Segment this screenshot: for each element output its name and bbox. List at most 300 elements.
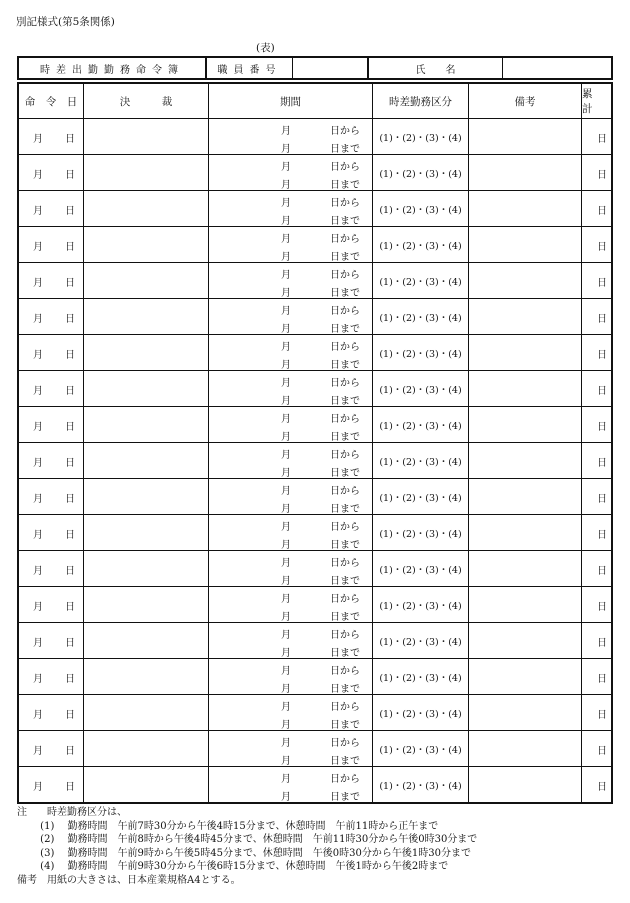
order-month-label: 月 (33, 674, 43, 685)
period-to-day-label: 日まで (330, 576, 360, 587)
period-to-day-label: 日まで (330, 324, 360, 335)
register-title: 時差出勤勤務命令簿 (19, 58, 207, 78)
category-cell[interactable] (373, 767, 469, 803)
remarks-cell[interactable] (469, 299, 582, 334)
remarks-cell[interactable] (469, 119, 582, 154)
period-cell[interactable] (209, 587, 373, 622)
period-from-line (209, 767, 372, 785)
table-row (19, 587, 611, 623)
order-date-cell[interactable] (19, 191, 84, 226)
category-cell[interactable] (373, 299, 469, 334)
category-options: (1)・(2)・(3)・(4) (379, 277, 462, 288)
col-header-remarks: 備考 (469, 84, 582, 118)
remarks-cell[interactable] (469, 443, 582, 478)
order-day-label: 日 (65, 386, 75, 397)
period-to-month-label: 月 (281, 540, 291, 551)
period-to-day-label: 日まで (330, 720, 360, 731)
period-to-line (209, 353, 372, 371)
category-cell[interactable] (373, 659, 469, 694)
category-options: (1)・(2)・(3)・(4) (379, 637, 462, 648)
category-options: (1)・(2)・(3)・(4) (379, 565, 462, 576)
total-cell[interactable] (582, 659, 611, 694)
category-options: (1)・(2)・(3)・(4) (379, 133, 462, 144)
table-row (19, 407, 611, 443)
category-options: (1)・(2)・(3)・(4) (379, 313, 462, 324)
employee-number-field[interactable] (293, 58, 369, 78)
total-day-label: 日 (597, 746, 607, 757)
period-from-day-label: 日から (330, 450, 360, 461)
decision-cell[interactable] (84, 155, 209, 190)
decision-cell[interactable] (84, 371, 209, 406)
order-month-label: 月 (33, 566, 43, 577)
note-line: 備考 用紙の大きさは、日本産業規格A4とする。 (17, 874, 241, 886)
order-day-label: 日 (65, 602, 75, 613)
period-to-day-label: 日まで (330, 648, 360, 659)
order-day-label: 日 (65, 782, 75, 793)
table-row (19, 731, 611, 767)
note-line: (3) 勤務時間 午前9時から午後5時45分まで、休憩時間 午後0時30分から午後1時30分まで (17, 847, 471, 859)
total-cell[interactable] (582, 299, 611, 334)
period-to-line (209, 569, 372, 587)
period-from-month-label: 月 (281, 666, 291, 677)
remarks-cell[interactable] (469, 263, 582, 298)
period-cell[interactable] (209, 731, 373, 766)
category-cell[interactable] (373, 443, 469, 478)
col-header-order-date: 命 令 日 (19, 84, 84, 118)
period-from-line (209, 119, 372, 137)
total-cell[interactable] (582, 479, 611, 514)
remarks-cell[interactable] (469, 587, 582, 622)
employee-number-label: 職員番号 (207, 58, 293, 78)
order-table (17, 82, 613, 804)
period-to-day-label: 日まで (330, 792, 360, 803)
period-to-day-label: 日まで (330, 684, 360, 695)
remarks-cell[interactable] (469, 191, 582, 226)
table-row (19, 623, 611, 659)
period-from-month-label: 月 (281, 270, 291, 281)
period-to-line (209, 785, 372, 803)
period-from-month-label: 月 (281, 378, 291, 389)
note-line: (1) 勤務時間 午前7時30分から午後4時15分まで、休憩時間 午前11時から正午まで (17, 820, 439, 832)
period-to-day-label: 日まで (330, 144, 360, 155)
total-cell[interactable] (582, 227, 611, 262)
decision-cell[interactable] (84, 119, 209, 154)
order-month-label: 月 (33, 422, 43, 433)
total-day-label: 日 (597, 602, 607, 613)
order-date-cell[interactable] (19, 443, 84, 478)
order-date-cell[interactable] (19, 119, 84, 154)
decision-cell[interactable] (84, 623, 209, 658)
total-cell[interactable] (582, 695, 611, 730)
period-from-month-label: 月 (281, 234, 291, 245)
period-to-month-label: 月 (281, 288, 291, 299)
period-from-day-label: 日から (330, 306, 360, 317)
period-to-month-label: 月 (281, 144, 291, 155)
order-date-cell[interactable] (19, 623, 84, 658)
total-day-label: 日 (597, 782, 607, 793)
period-to-month-label: 月 (281, 648, 291, 659)
category-options: (1)・(2)・(3)・(4) (379, 601, 462, 612)
remarks-cell[interactable] (469, 695, 582, 730)
period-to-day-label: 日まで (330, 216, 360, 227)
category-options: (1)・(2)・(3)・(4) (379, 457, 462, 468)
decision-cell[interactable] (84, 731, 209, 766)
total-day-label: 日 (597, 566, 607, 577)
order-month-label: 月 (33, 242, 43, 253)
total-day-label: 日 (597, 710, 607, 721)
period-to-day-label: 日まで (330, 756, 360, 767)
period-to-month-label: 月 (281, 180, 291, 191)
period-from-day-label: 日から (330, 702, 360, 713)
category-options: (1)・(2)・(3)・(4) (379, 745, 462, 756)
period-cell[interactable] (209, 515, 373, 550)
decision-cell[interactable] (84, 479, 209, 514)
order-date-cell[interactable] (19, 479, 84, 514)
total-cell[interactable] (582, 731, 611, 766)
decision-cell[interactable] (84, 551, 209, 586)
order-day-label: 日 (65, 710, 75, 721)
total-day-label: 日 (597, 242, 607, 253)
period-from-month-label: 月 (281, 522, 291, 533)
total-day-label: 日 (597, 422, 607, 433)
order-day-label: 日 (65, 422, 75, 433)
order-day-label: 日 (65, 566, 75, 577)
period-to-line (209, 461, 372, 479)
order-day-label: 日 (65, 638, 75, 649)
period-from-line (209, 659, 372, 677)
period-from-day-label: 日から (330, 342, 360, 353)
order-date-cell[interactable] (19, 659, 84, 694)
period-to-month-label: 月 (281, 756, 291, 767)
decision-cell[interactable] (84, 407, 209, 442)
column-header-row (19, 84, 611, 119)
period-from-day-label: 日から (330, 594, 360, 605)
period-to-month-label: 月 (281, 468, 291, 479)
period-from-day-label: 日から (330, 666, 360, 677)
period-cell[interactable] (209, 191, 373, 226)
period-from-day-label: 日から (330, 774, 360, 785)
period-from-line (209, 695, 372, 713)
period-from-month-label: 月 (281, 126, 291, 137)
period-from-day-label: 日から (330, 630, 360, 641)
category-cell[interactable] (373, 695, 469, 730)
order-day-label: 日 (65, 746, 75, 757)
remarks-cell[interactable] (469, 479, 582, 514)
period-to-month-label: 月 (281, 612, 291, 623)
period-to-line (209, 497, 372, 515)
order-day-label: 日 (65, 350, 75, 361)
table-row (19, 191, 611, 227)
decision-cell[interactable] (84, 767, 209, 803)
period-from-line (209, 227, 372, 245)
remarks-cell[interactable] (469, 155, 582, 190)
order-date-cell[interactable] (19, 299, 84, 334)
period-cell[interactable] (209, 695, 373, 730)
order-date-cell[interactable] (19, 155, 84, 190)
total-cell[interactable] (582, 623, 611, 658)
category-cell[interactable] (373, 551, 469, 586)
category-options: (1)・(2)・(3)・(4) (379, 385, 462, 396)
period-from-month-label: 月 (281, 450, 291, 461)
category-cell[interactable] (373, 587, 469, 622)
order-month-label: 月 (33, 782, 43, 793)
total-cell[interactable] (582, 263, 611, 298)
table-row (19, 335, 611, 371)
table-row (19, 119, 611, 155)
decision-cell[interactable] (84, 587, 209, 622)
period-from-month-label: 月 (281, 702, 291, 713)
category-options: (1)・(2)・(3)・(4) (379, 169, 462, 180)
total-cell[interactable] (582, 155, 611, 190)
decision-cell[interactable] (84, 695, 209, 730)
remarks-cell[interactable] (469, 515, 582, 550)
remarks-cell[interactable] (469, 551, 582, 586)
period-from-day-label: 日から (330, 486, 360, 497)
table-row (19, 767, 611, 803)
decision-cell[interactable] (84, 515, 209, 550)
period-to-line (209, 389, 372, 407)
period-from-month-label: 月 (281, 486, 291, 497)
period-to-day-label: 日まで (330, 432, 360, 443)
order-month-label: 月 (33, 278, 43, 289)
form-label: 別記様式(第5条関係) (16, 16, 115, 28)
period-from-day-label: 日から (330, 522, 360, 533)
col-header-category: 時差勤務区分 (373, 84, 469, 118)
table-row (19, 263, 611, 299)
period-to-line (209, 209, 372, 227)
order-month-label: 月 (33, 386, 43, 397)
remarks-cell[interactable] (469, 227, 582, 262)
order-date-cell[interactable] (19, 371, 84, 406)
total-day-label: 日 (597, 494, 607, 505)
note-line: 注 時差勤務区分は、 (17, 807, 127, 818)
period-from-day-label: 日から (330, 378, 360, 389)
period-from-day-label: 日から (330, 234, 360, 245)
period-to-line (209, 641, 372, 659)
order-day-label: 日 (65, 278, 75, 289)
order-date-cell[interactable] (19, 695, 84, 730)
period-from-line (209, 731, 372, 749)
period-from-day-label: 日から (330, 198, 360, 209)
period-cell[interactable] (209, 623, 373, 658)
decision-cell[interactable] (84, 191, 209, 226)
category-cell[interactable] (373, 263, 469, 298)
decision-cell[interactable] (84, 443, 209, 478)
table-row (19, 551, 611, 587)
total-cell[interactable] (582, 407, 611, 442)
category-cell[interactable] (373, 479, 469, 514)
period-cell[interactable] (209, 551, 373, 586)
category-options: (1)・(2)・(3)・(4) (379, 241, 462, 252)
total-cell[interactable] (582, 191, 611, 226)
header-table (17, 56, 613, 80)
period-from-line (209, 623, 372, 641)
order-date-cell[interactable] (19, 587, 84, 622)
period-from-line (209, 479, 372, 497)
total-day-label: 日 (597, 278, 607, 289)
note-line: (2) 勤務時間 午前8時から午後4時45分まで、休憩時間 午前11時30分から午後0時30分まで (17, 834, 478, 846)
category-cell[interactable] (373, 335, 469, 370)
period-cell[interactable] (209, 659, 373, 694)
total-cell[interactable] (582, 119, 611, 154)
order-date-cell[interactable] (19, 407, 84, 442)
decision-cell[interactable] (84, 659, 209, 694)
order-month-label: 月 (33, 638, 43, 649)
total-cell[interactable] (582, 587, 611, 622)
order-month-label: 月 (33, 134, 43, 145)
order-month-label: 月 (33, 602, 43, 613)
period-to-line (209, 713, 372, 731)
period-cell[interactable] (209, 227, 373, 262)
category-cell[interactable] (373, 227, 469, 262)
period-cell[interactable] (209, 407, 373, 442)
period-from-line (209, 371, 372, 389)
order-month-label: 月 (33, 494, 43, 505)
period-to-line (209, 677, 372, 695)
total-day-label: 日 (597, 314, 607, 325)
period-cell[interactable] (209, 479, 373, 514)
order-date-cell[interactable] (19, 731, 84, 766)
period-from-line (209, 263, 372, 281)
order-day-label: 日 (65, 674, 75, 685)
period-to-day-label: 日まで (330, 360, 360, 371)
period-to-line (209, 425, 372, 443)
table-row (19, 155, 611, 191)
order-date-cell[interactable] (19, 551, 84, 586)
total-day-label: 日 (597, 206, 607, 217)
period-from-line (209, 407, 372, 425)
period-to-month-label: 月 (281, 576, 291, 587)
remarks-cell[interactable] (469, 731, 582, 766)
decision-cell[interactable] (84, 335, 209, 370)
period-from-day-label: 日から (330, 558, 360, 569)
order-day-label: 日 (65, 530, 75, 541)
period-to-month-label: 月 (281, 720, 291, 731)
period-cell[interactable] (209, 119, 373, 154)
order-date-cell[interactable] (19, 335, 84, 370)
order-month-label: 月 (33, 350, 43, 361)
category-options: (1)・(2)・(3)・(4) (379, 781, 462, 792)
period-to-day-label: 日まで (330, 288, 360, 299)
name-label: 氏 名 (369, 58, 503, 78)
total-cell[interactable] (582, 335, 611, 370)
category-cell[interactable] (373, 155, 469, 190)
category-options: (1)・(2)・(3)・(4) (379, 529, 462, 540)
period-to-day-label: 日まで (330, 468, 360, 479)
category-cell[interactable] (373, 515, 469, 550)
category-cell[interactable] (373, 731, 469, 766)
order-date-cell[interactable] (19, 515, 84, 550)
side-label: (表) (256, 42, 275, 54)
total-cell[interactable] (582, 371, 611, 406)
period-from-month-label: 月 (281, 414, 291, 425)
decision-cell[interactable] (84, 227, 209, 262)
order-date-cell[interactable] (19, 227, 84, 262)
total-cell[interactable] (582, 551, 611, 586)
remarks-cell[interactable] (469, 335, 582, 370)
period-from-month-label: 月 (281, 738, 291, 749)
period-cell[interactable] (209, 371, 373, 406)
period-from-month-label: 月 (281, 198, 291, 209)
order-day-label: 日 (65, 206, 75, 217)
decision-cell[interactable] (84, 299, 209, 334)
order-day-label: 日 (65, 494, 75, 505)
total-day-label: 日 (597, 170, 607, 181)
period-to-day-label: 日まで (330, 252, 360, 263)
decision-cell[interactable] (84, 263, 209, 298)
category-cell[interactable] (373, 371, 469, 406)
order-date-cell[interactable] (19, 767, 84, 803)
period-to-month-label: 月 (281, 504, 291, 515)
period-to-month-label: 月 (281, 396, 291, 407)
period-cell[interactable] (209, 299, 373, 334)
period-to-day-label: 日まで (330, 396, 360, 407)
period-from-day-label: 日から (330, 738, 360, 749)
period-cell[interactable] (209, 767, 373, 803)
remarks-cell[interactable] (469, 767, 582, 803)
total-cell[interactable] (582, 767, 611, 803)
period-from-line (209, 587, 372, 605)
col-header-decision: 決 裁 (84, 84, 209, 118)
category-options: (1)・(2)・(3)・(4) (379, 709, 462, 720)
name-field[interactable] (503, 58, 611, 78)
table-body (19, 119, 611, 803)
period-from-day-label: 日から (330, 162, 360, 173)
period-from-day-label: 日から (330, 126, 360, 137)
remarks-cell[interactable] (469, 407, 582, 442)
order-month-label: 月 (33, 710, 43, 721)
order-date-cell[interactable] (19, 263, 84, 298)
category-options: (1)・(2)・(3)・(4) (379, 349, 462, 360)
period-from-line (209, 335, 372, 353)
table-row (19, 695, 611, 731)
order-month-label: 月 (33, 746, 43, 757)
col-header-period: 期間 (209, 84, 373, 118)
period-from-line (209, 515, 372, 533)
total-cell[interactable] (582, 443, 611, 478)
category-cell[interactable] (373, 191, 469, 226)
period-cell[interactable] (209, 443, 373, 478)
remarks-cell[interactable] (469, 623, 582, 658)
period-cell[interactable] (209, 335, 373, 370)
period-cell[interactable] (209, 263, 373, 298)
total-cell[interactable] (582, 515, 611, 550)
note-line: (4) 勤務時間 午前9時30分から午後6時15分まで、休憩時間 午後1時から午後2時まで (17, 861, 449, 873)
category-cell[interactable] (373, 407, 469, 442)
category-cell[interactable] (373, 119, 469, 154)
period-to-month-label: 月 (281, 684, 291, 695)
category-cell[interactable] (373, 623, 469, 658)
period-to-line (209, 137, 372, 155)
order-month-label: 月 (33, 458, 43, 469)
period-from-day-label: 日から (330, 414, 360, 425)
remarks-cell[interactable] (469, 659, 582, 694)
category-options: (1)・(2)・(3)・(4) (379, 421, 462, 432)
total-day-label: 日 (597, 386, 607, 397)
period-from-line (209, 443, 372, 461)
period-cell[interactable] (209, 155, 373, 190)
order-month-label: 月 (33, 530, 43, 541)
category-options: (1)・(2)・(3)・(4) (379, 673, 462, 684)
period-from-line (209, 551, 372, 569)
notes (17, 806, 617, 888)
category-options: (1)・(2)・(3)・(4) (379, 493, 462, 504)
remarks-cell[interactable] (469, 371, 582, 406)
period-to-month-label: 月 (281, 324, 291, 335)
order-month-label: 月 (33, 170, 43, 181)
total-day-label: 日 (597, 350, 607, 361)
total-day-label: 日 (597, 674, 607, 685)
